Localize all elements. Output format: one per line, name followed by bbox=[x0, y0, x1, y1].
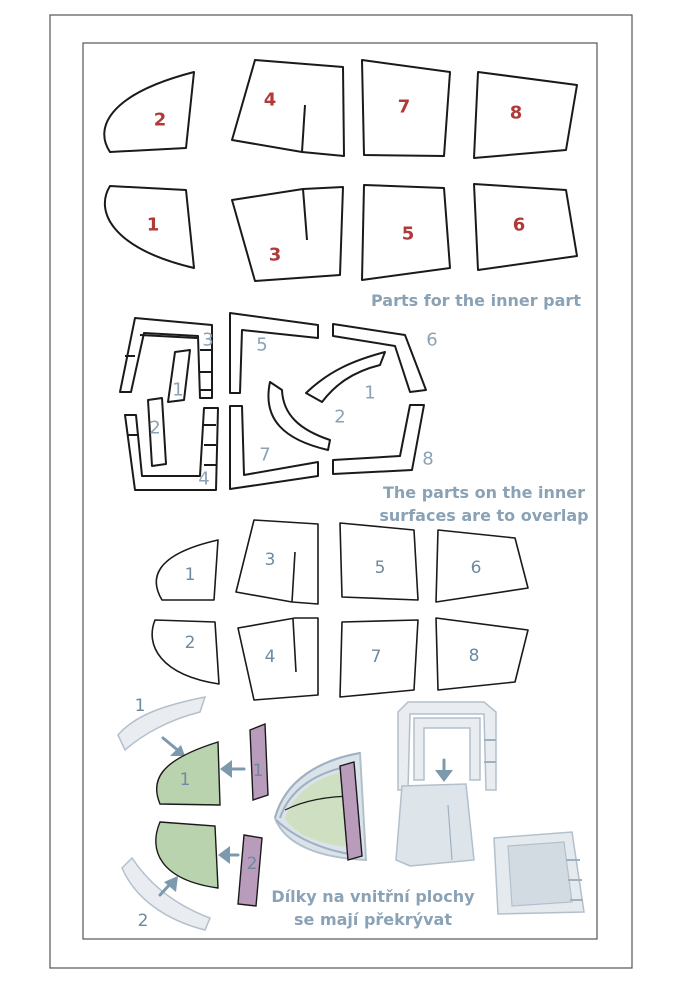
part-number: 4 bbox=[198, 468, 210, 490]
part-number: 3 bbox=[202, 329, 214, 351]
part-number: 6 bbox=[426, 329, 438, 351]
part-number: 2 bbox=[184, 633, 196, 653]
arrow-head-icon bbox=[220, 760, 232, 778]
top-row-2 bbox=[105, 184, 577, 281]
assembly-label: 1 bbox=[252, 761, 264, 781]
part-number: 3 bbox=[264, 550, 276, 570]
part-shape bbox=[268, 382, 330, 450]
overlap-caption-cs-line1: Dílky na vnitřní plochy bbox=[271, 887, 475, 906]
top-row-1 bbox=[104, 60, 577, 158]
assembly-label: 2 bbox=[246, 854, 258, 874]
assembly-label: 1 bbox=[179, 770, 191, 790]
inner-parts-block bbox=[120, 313, 438, 490]
part-number: 1 bbox=[364, 382, 376, 404]
part-number: 4 bbox=[263, 89, 277, 111]
part-number: 3 bbox=[268, 244, 282, 266]
part-number: 7 bbox=[259, 444, 271, 466]
part-shape bbox=[333, 324, 426, 392]
part-number: 6 bbox=[512, 214, 526, 236]
part-number: 8 bbox=[422, 448, 434, 470]
part-shape bbox=[236, 520, 318, 604]
part-number: 2 bbox=[153, 109, 167, 131]
part-number: 8 bbox=[468, 646, 480, 666]
part-shape bbox=[232, 187, 343, 281]
inner-parts-caption: Parts for the inner part bbox=[371, 291, 581, 310]
arrow-head-icon bbox=[435, 770, 453, 782]
part-shape bbox=[474, 184, 577, 270]
assembled-frame-inner bbox=[508, 842, 572, 906]
part-shape bbox=[238, 618, 318, 700]
arrow-head-icon bbox=[218, 846, 230, 864]
part-number: 5 bbox=[374, 558, 386, 578]
part-number: 1 bbox=[146, 214, 160, 236]
part-number: 2 bbox=[334, 406, 346, 428]
part-overlap-line bbox=[303, 189, 307, 240]
green-part bbox=[156, 822, 218, 888]
part-overlap-line bbox=[302, 105, 305, 152]
part-shape bbox=[120, 318, 212, 398]
overlap-caption-cs-line2: se mají překrývat bbox=[294, 910, 452, 929]
part-number: 1 bbox=[184, 565, 196, 585]
middle-row-1 bbox=[156, 520, 528, 604]
part-shape bbox=[436, 618, 528, 690]
part-number: 2 bbox=[149, 417, 161, 439]
part-number: 1 bbox=[172, 379, 184, 401]
part-shape bbox=[333, 405, 424, 474]
part-shape bbox=[104, 72, 194, 152]
part-number: 7 bbox=[370, 647, 382, 667]
part-number: 7 bbox=[397, 96, 411, 118]
part-number: 5 bbox=[401, 223, 415, 245]
part-number: 6 bbox=[470, 558, 482, 578]
part-shape bbox=[474, 72, 577, 158]
part-shape bbox=[232, 60, 344, 156]
part-shape bbox=[436, 530, 528, 602]
grey-panel bbox=[396, 784, 474, 866]
ghost-part bbox=[118, 697, 205, 750]
part-number: 5 bbox=[256, 334, 268, 356]
overlap-caption-en-line2: surfaces are to overlap bbox=[379, 506, 589, 525]
assembly-label: 1 bbox=[134, 696, 146, 716]
middle-row-2 bbox=[152, 618, 528, 700]
part-number: 8 bbox=[509, 102, 523, 124]
part-number: 4 bbox=[264, 647, 276, 667]
overlap-caption-en-line1: The parts on the inner bbox=[382, 483, 586, 502]
part-shape bbox=[230, 313, 318, 393]
assembly-label: 2 bbox=[137, 911, 149, 931]
